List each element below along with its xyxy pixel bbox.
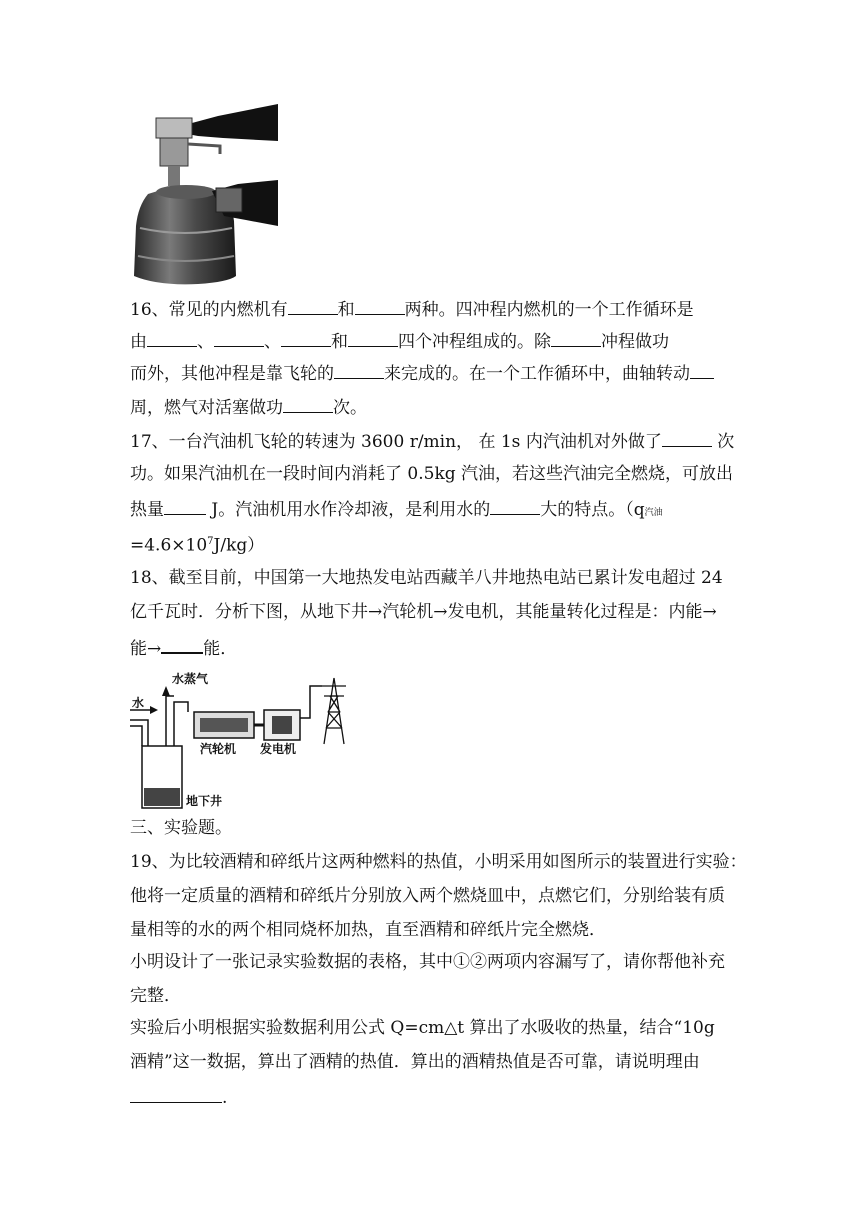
water-pump-photo [128, 96, 278, 286]
q17-line-3: 热量 J。汽油机用水作冷却液，是利用水的 大的特点。（q汽油 [130, 496, 663, 525]
section-heading: 三、实验题。 [130, 818, 232, 838]
q16-line-2: 由 、 、 和 四个冲程组成的。除 冲程做功 [130, 328, 669, 354]
answer-blank[interactable] [334, 360, 384, 379]
answer-blank[interactable] [283, 394, 333, 413]
label-generator: 发电机 [260, 742, 297, 756]
answer-blank[interactable] [662, 428, 712, 447]
answer-blank[interactable] [288, 296, 338, 315]
q19-line-8: . [130, 1084, 227, 1110]
q18-line-2: 亿千瓦时．分析下图，从地下井→汽轮机→发电机，其能量转化过程是：内能→ [130, 602, 717, 622]
answer-blank[interactable] [690, 360, 714, 379]
answer-blank[interactable] [490, 496, 540, 515]
q19-line-4: 小明设计了一张记录实验数据的表格，其中①②两项内容漏写了，请你帮他补充 [130, 952, 725, 972]
q16-line-4: 周，燃气对活塞做功 次。 [130, 394, 367, 420]
answer-blank[interactable] [348, 328, 398, 347]
label-steam: 水蒸气 [172, 672, 209, 686]
q17-line-2: 功。如果汽油机在一段时间内消耗了 0.5kg 汽油，若这些汽油完全燃烧，可放出 [130, 464, 734, 484]
answer-blank[interactable] [551, 328, 601, 347]
geothermal-diagram [128, 668, 358, 812]
q18-line-1: 18、截至目前，中国第一大地热发电站西藏羊八井地热电站已累计发电超过 24 [130, 568, 723, 588]
answer-blank[interactable] [214, 328, 264, 347]
q19-line-6: 实验后小明根据实验数据利用公式 Q=cm△t 算出了水吸收的热量，结合“10g [130, 1018, 715, 1038]
q16-line-1: 16、常见的内燃机有 和 两种。四冲程内燃机的一个工作循环是 [130, 296, 694, 322]
q18-line-3: 能→ 能． [130, 634, 237, 661]
label-turbine: 汽轮机 [200, 742, 237, 756]
answer-blank[interactable] [164, 496, 206, 515]
label-water: 水 [132, 696, 145, 710]
q19-line-1: 19、为比较酒精和碎纸片这两种燃料的热值，小明采用如图所示的装置进行实验： [130, 852, 747, 872]
q19-line-3: 量相等的水的两个相同烧杯加热，直至酒精和碎纸片完全燃烧． [130, 920, 606, 940]
q19-line-5: 完整． [130, 986, 181, 1006]
answer-blank[interactable] [355, 296, 405, 315]
answer-blank[interactable] [281, 328, 331, 347]
answer-blank[interactable] [161, 634, 203, 654]
label-well: 地下井 [186, 794, 223, 808]
q17-line-1: 17、一台汽油机飞轮的转速为 3600 r/min， 在 1s 内汽油机对外做了 次 [130, 428, 734, 454]
q19-line-7: 酒精”这一数据，算出了酒精的热值．算出的酒精热值是否可靠，请说明理由 [130, 1052, 700, 1072]
q16-line-3: 而外，其他冲程是靠飞轮的 来完成的。在一个工作循环中，曲轴转动 [130, 360, 714, 386]
q17-line-4: $=4.6\times 10^7J/kg$） [130, 535, 265, 556]
answer-blank[interactable] [130, 1084, 222, 1103]
q19-line-2: 他将一定质量的酒精和碎纸片分别放入两个燃烧皿中，点燃它们，分别给装有质 [130, 886, 725, 906]
answer-blank[interactable] [147, 328, 197, 347]
